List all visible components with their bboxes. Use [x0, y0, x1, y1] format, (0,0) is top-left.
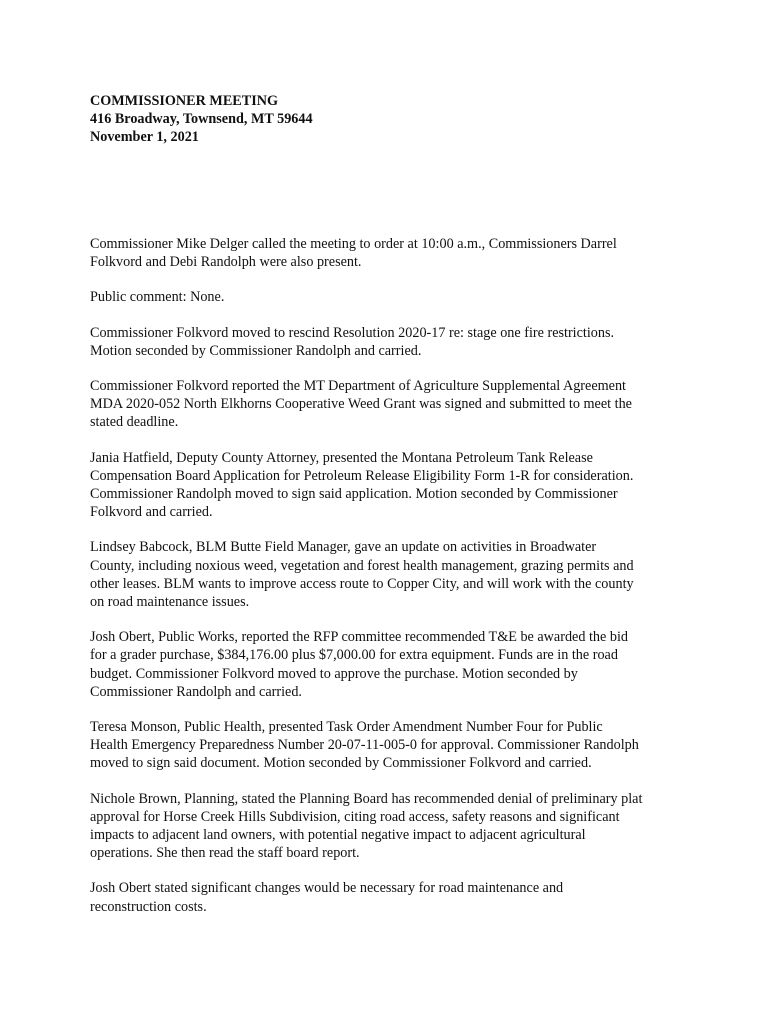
paragraph-line: reconstruction costs. — [90, 898, 207, 915]
minutes-paragraph — [90, 718, 690, 773]
meeting-date: November 1, 2021 — [90, 129, 199, 145]
paragraph-line: Public comment: None. — [90, 289, 225, 306]
paragraph-line: Commissioner Randolph moved to sign said application. Motion seconded by Commissioner — [90, 486, 618, 503]
minutes-paragraph — [90, 377, 690, 432]
paragraph-line: Motion seconded by Commissioner Randolph and carried. — [90, 342, 422, 359]
paragraph-line: Folkvord and Debi Randolph were also present. — [90, 254, 362, 271]
paragraph-line: moved to sign said document. Motion seconded by Commissioner Folkvord and carried. — [90, 755, 592, 772]
paragraph-line: for a grader purchase, $384,176.00 plus $7,000.00 for extra equipment. Funds are in the road — [90, 647, 618, 664]
paragraph-line: budget. Commissioner Folkvord moved to approve the purchase. Motion seconded by — [90, 665, 578, 682]
paragraph-line: MDA 2020-052 North Elkhorns Cooperative Weed Grant was signed and submitted to meet the — [90, 396, 632, 413]
paragraph-line: on road maintenance issues. — [90, 594, 250, 611]
document-header — [90, 92, 690, 146]
paragraph-line: Nichole Brown, Planning, stated the Planning Board has recommended denial of preliminary plat — [90, 790, 643, 807]
paragraph-line: approval for Horse Creek Hills Subdivision, citing road access, safety reasons and significant — [90, 808, 620, 825]
minutes-paragraph — [90, 879, 690, 915]
paragraph-line: Commissioner Folkvord reported the MT Department of Agriculture Supplemental Agreement — [90, 378, 626, 395]
minutes-body — [90, 235, 690, 933]
paragraph-line: Josh Obert, Public Works, reported the RFP committee recommended T&E be awarded the bid — [90, 629, 628, 646]
meeting-address: 416 Broadway, Townsend, MT 59644 — [90, 111, 313, 127]
paragraph-line: operations. She then read the staff board report. — [90, 845, 360, 862]
minutes-paragraph — [90, 235, 690, 271]
minutes-paragraph — [90, 790, 690, 863]
minutes-paragraph — [90, 288, 690, 306]
paragraph-line: Folkvord and carried. — [90, 504, 213, 521]
minutes-paragraph — [90, 324, 690, 360]
paragraph-line: Commissioner Mike Delger called the meeting to order at 10:00 a.m., Commissioners Darrel — [90, 236, 617, 252]
paragraph-line: Lindsey Babcock, BLM Butte Field Manager, gave an update on activities in Broadwater — [90, 539, 597, 556]
paragraph-line: Jania Hatfield, Deputy County Attorney, presented the Montana Petroleum Tank Release — [90, 449, 593, 466]
meeting-title: COMMISSIONER MEETING — [90, 93, 279, 109]
paragraph-line: other leases. BLM wants to improve access route to Copper City, and will work with the county — [90, 575, 634, 592]
paragraph-line: Compensation Board Application for Petroleum Release Eligibility Form 1-R for consideration. — [90, 467, 634, 484]
minutes-paragraph — [90, 449, 690, 522]
paragraph-line: impacts to adjacent land owners, with potential negative impact to adjacent agricultural — [90, 827, 586, 844]
paragraph-line: Commissioner Folkvord moved to rescind Resolution 2020-17 re: stage one fire restrictions. — [90, 324, 615, 341]
minutes-paragraph — [90, 538, 690, 611]
paragraph-line: stated deadline. — [90, 414, 179, 431]
paragraph-line: Health Emergency Preparedness Number 20-07-11-005-0 for approval. Commissioner Randolph — [90, 737, 639, 754]
paragraph-line: County, including noxious weed, vegetation and forest health management, grazing permits and — [90, 557, 634, 574]
paragraph-line: Commissioner Randolph and carried. — [90, 683, 302, 700]
minutes-paragraph — [90, 628, 690, 701]
paragraph-line: Josh Obert stated significant changes would be necessary for road maintenance and — [90, 880, 564, 897]
paragraph-line: Teresa Monson, Public Health, presented Task Order Amendment Number Four for Public — [90, 719, 603, 736]
